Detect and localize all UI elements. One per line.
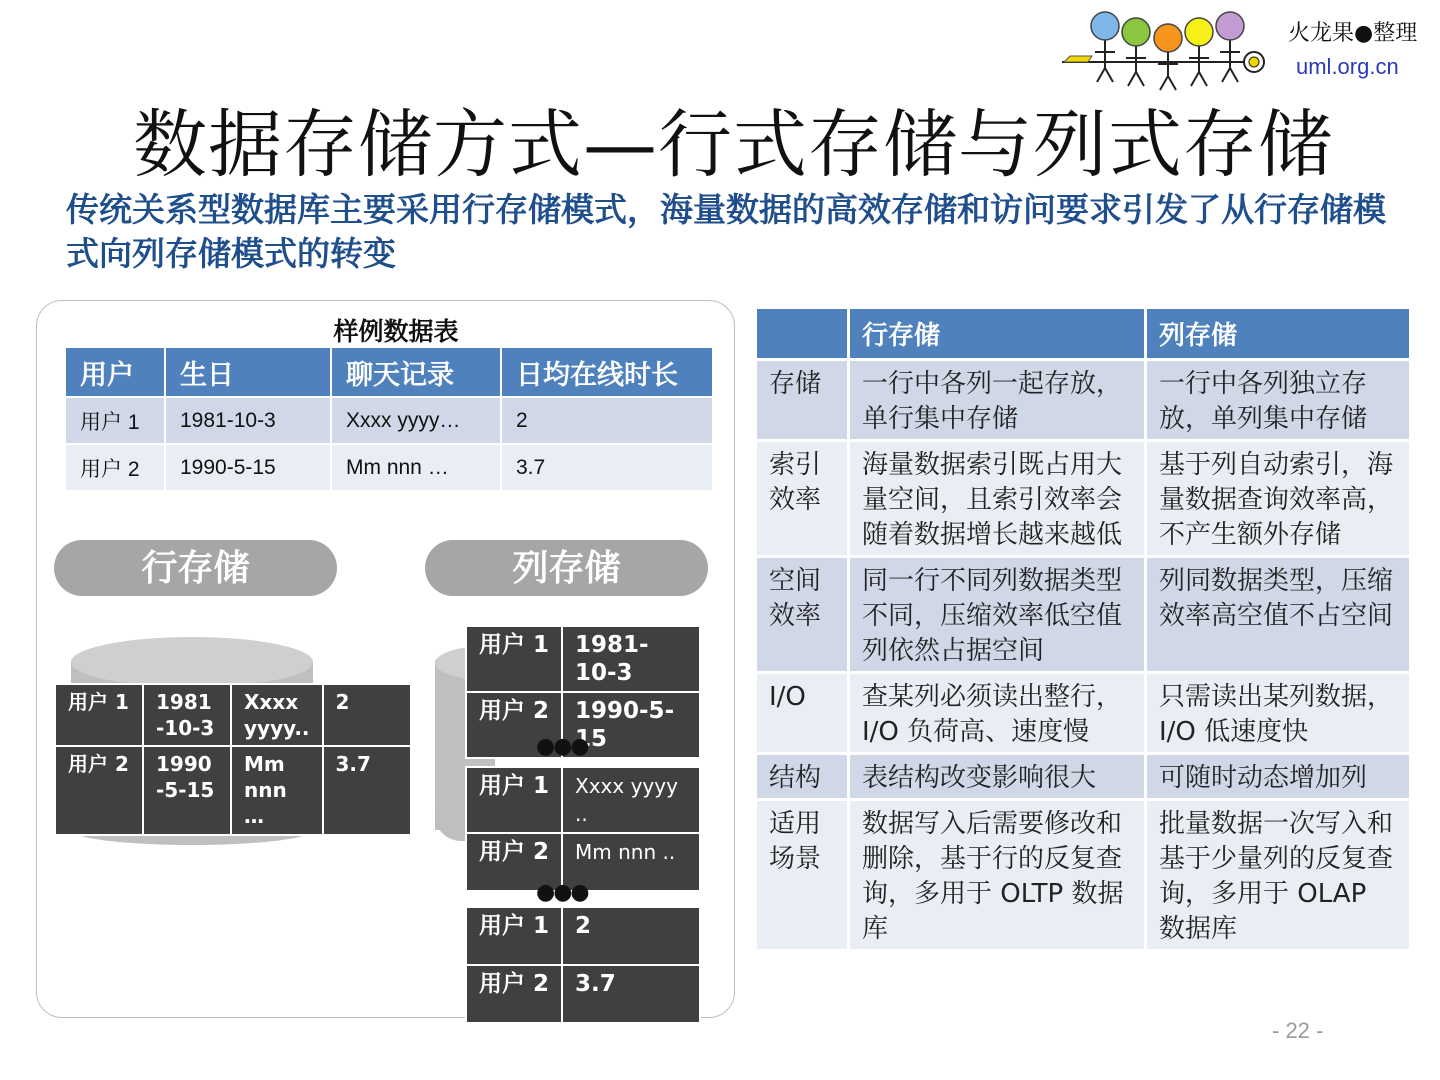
table-row [756,360,1411,441]
table-row [756,441,1411,557]
row-header: 索引效率 [756,441,849,557]
table-cell: 2 [501,397,713,444]
table-row [756,673,1411,754]
table-cell: 1990-5-15 [165,444,331,491]
table-cell: 3.7 [562,965,700,1023]
table-cell: Mm nnn … [331,444,501,491]
uml-logo [1058,6,1278,96]
header-cell: 聊天记录 [331,347,501,397]
comparison-header [756,308,1411,360]
table-cell: 用户 1 [466,626,562,692]
header-cell [756,308,849,360]
row-header: 适用场景 [756,800,849,951]
row-header: I/O [756,673,849,754]
table-cell: 只需读出某列数据，I/O 低速度快 [1146,673,1411,754]
header-cell: 用户 [65,347,165,397]
table-cell: Xxxx yyyy… [331,397,501,444]
row-store-table [54,683,412,836]
table-row [65,397,713,444]
table-cell: 用户 2 [466,692,562,758]
row-header: 空间效率 [756,557,849,673]
credit-text: 火龙果●整理 [1288,21,1418,46]
table-cell: 数据写入后需要修改和删除，基于行的反复查询，多用于 OLTP 数据库 [849,800,1146,951]
sample-table-title: 样例数据表 [333,317,459,346]
table-row [756,557,1411,673]
row-header: 存储 [756,360,849,441]
page-number: - 22 - [1272,1018,1324,1043]
table-cell: 同一行不同列数据类型不同，压缩效率低空值列依然占据空间 [849,557,1146,673]
column-block-online-time [465,906,701,1024]
header-cell: 日均在线时长 [501,347,713,397]
table-row [466,907,700,965]
site-link[interactable]: uml.org.cn [1296,54,1399,79]
table-cell: 1981 -10-3 [143,684,231,746]
header-cell: 生日 [165,347,331,397]
table-cell: 1990 -5-15 [143,746,231,835]
table-cell: 用户 2 [55,746,143,835]
table-cell: 1981-10-3 [562,626,700,692]
table-cell: 用户 1 [466,907,562,965]
ellipsis-icon: ●●● [536,880,588,905]
table-cell: 用户 2 [466,965,562,1023]
page-title: 数据存储方式—行式存储与列式存储 [133,102,1333,188]
table-cell: 一行中各列一起存放，单行集中存储 [849,360,1146,441]
table-cell: 3.7 [323,746,411,835]
sample-table-header [65,347,713,397]
table-cell: 用户 2 [65,444,165,491]
sample-table [64,346,714,492]
table-cell: 用户 2 [466,833,562,891]
table-cell: 列同数据类型，压缩效率高空值不占空间 [1146,557,1411,673]
row-store-label: 行存储 [54,540,337,596]
logo-people-icon [1058,6,1278,96]
table-cell: 海量数据索引既占用大量空间，且索引效率会随着数据增长越来越低 [849,441,1146,557]
table-cell: 一行中各列独立存放，单列集中存储 [1146,360,1411,441]
table-cell: Xxxx yyyy .. [562,767,700,833]
table-row [65,444,713,491]
table-cell: 基于列自动索引，海量数据查询效率高，不产生额外存储 [1146,441,1411,557]
header-cell: 列存储 [1146,308,1411,360]
table-cell: 表结构改变影响很大 [849,754,1146,800]
comparison-table [754,306,1412,952]
table-row [466,965,700,1023]
column-store-label: 列存储 [425,540,708,596]
header-cell: 行存储 [849,308,1146,360]
table-cell: 查某列必须读出整行，I/O 负荷高、速度慢 [849,673,1146,754]
table-cell: 2 [562,907,700,965]
table-row [756,754,1411,800]
column-block-chat [465,766,701,892]
table-cell: 用户 1 [466,767,562,833]
table-cell: 批量数据一次写入和基于少量列的反复查询，多用于 OLAP 数据库 [1146,800,1411,951]
cylinder-top [71,637,313,687]
table-row [466,767,700,833]
row-header: 结构 [756,754,849,800]
ellipsis-icon: ●●● [536,734,588,759]
table-row [55,684,411,746]
table-cell: 3.7 [501,444,713,491]
table-row [55,746,411,835]
table-cell: 1990-5-15 [562,692,700,758]
table-cell: 用户 1 [65,397,165,444]
table-row [466,626,700,692]
table-cell: 2 [323,684,411,746]
page-subtitle: 传统关系型数据库主要采用行存储模式，海量数据的高效存储和访问要求引发了从行存储模式向列存储模式的转变 [66,190,1386,273]
table-cell: Xxxx yyyy.. [231,684,323,746]
table-row [756,800,1411,951]
table-cell: Mm nnn … [231,746,323,835]
table-cell: 可随时动态增加列 [1146,754,1411,800]
table-cell: Mm nnn .. [562,833,700,891]
table-cell: 1981-10-3 [165,397,331,444]
table-cell: 用户 1 [55,684,143,746]
